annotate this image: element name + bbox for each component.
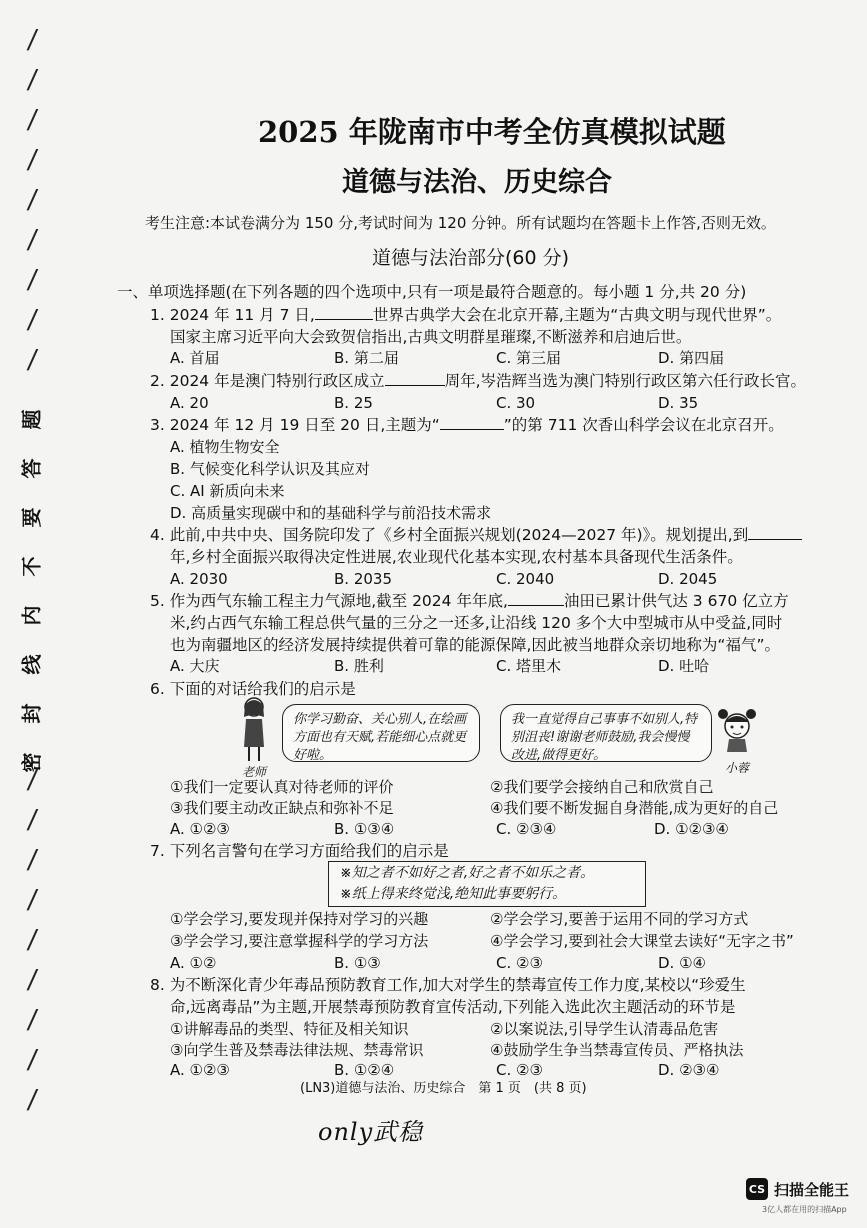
option: B. 25 [334, 394, 373, 412]
question-4-line2: 年,乡村全面振兴取得决定性进展,农业现代化基本实现,农村基本具备现代生活条件。 [170, 548, 743, 566]
option: A. 首届 [170, 349, 220, 367]
option: D. 35 [658, 394, 699, 412]
option: C. 第三届 [496, 349, 562, 367]
statement: ②我们要学会接纳自己和欣赏自己 [490, 778, 714, 796]
statement: ③学会学习,要注意掌握科学的学习方法 [170, 932, 429, 950]
answer-blank [385, 371, 445, 386]
answer-blank [315, 305, 373, 320]
option: B. 胜利 [334, 657, 384, 675]
binding-margin [0, 0, 58, 1228]
watermark-tagline: 3亿人都在用的扫描App [762, 1205, 847, 1214]
question-1-line2: 国家主席习近平向大会致贺信指出,古典文明群星璀璨,不断滋养和启迪后世。 [170, 328, 692, 346]
option: A. 2030 [170, 570, 228, 588]
statement: ①学会学习,要发现并保持对学习的兴趣 [170, 910, 429, 928]
scanner-watermark [746, 1178, 849, 1200]
option: D. 第四届 [658, 349, 725, 367]
page-footer: (LN3)道德与法治、历史综合 第 1 页 (共 8 页) [300, 1081, 587, 1096]
option: B. ①③④ [334, 820, 395, 838]
exam-subtitle: 道德与法治、历史综合 [342, 167, 612, 198]
statement: ④鼓励学生争当禁毒宣传员、严格执法 [490, 1041, 744, 1059]
option: A. 20 [170, 394, 209, 412]
option: B. ①②④ [334, 1061, 395, 1079]
option: C. 30 [496, 394, 536, 412]
student-figure [717, 706, 757, 756]
option: D. ①④ [658, 954, 706, 972]
option: C. 塔里木 [496, 657, 562, 675]
question-6: 6. 下面的对话给我们的启示是 [150, 680, 356, 698]
quote-line: ※纸上得来终觉浅,绝知此事要躬行。 [340, 886, 567, 902]
answer-blank [748, 525, 802, 540]
option: C. ②③ [496, 954, 543, 972]
option: D. 高质量实现碳中和的基础科学与前沿技术需求 [170, 504, 492, 522]
answer-blank [440, 415, 504, 430]
cut-line-top: / / / / / / / / / [25, 25, 39, 375]
student-speech-bubble: 我一直觉得自己事事不如别人,特别沮丧!谢谢老师鼓励,我会慢慢改进,做得更好。 [500, 704, 712, 762]
quote-line: ※知之者不如好之者,好之者不如乐之者。 [340, 865, 595, 881]
statement: ④我们要不断发掘自身潜能,成为更好的自己 [490, 799, 779, 817]
camscanner-logo-icon: CS [746, 1178, 768, 1200]
teacher-speech-bubble: 你学习勤奋、关心别人,在绘画方面也有天赋,若能细心点就更好啦。 [282, 704, 480, 762]
option: D. 2045 [658, 570, 718, 588]
option: C. 2040 [496, 570, 555, 588]
statement: ④学会学习,要到社会大课堂去读好“无字之书” [490, 932, 794, 950]
option: C. ②③④ [496, 820, 557, 838]
option: B. 第二届 [334, 349, 399, 367]
statement: ③我们要主动改正缺点和弥补不足 [170, 799, 394, 817]
option: B. 2035 [334, 570, 393, 588]
handwritten-signature: only武稳 [318, 1118, 424, 1146]
option: C. AI 新质向未来 [170, 482, 285, 500]
option: A. 大庆 [170, 657, 220, 675]
statement: ③向学生普及禁毒法律法规、禁毒常识 [170, 1041, 424, 1059]
watermark-app-name: 扫描全能王 [774, 1180, 850, 1199]
part-heading: 一、单项选择题(在下列各题的四个选项中,只有一项是最符合题意的。每小题 1 分,共 20 分) [117, 283, 747, 301]
question-7: 7. 下列名言警句在学习方面给我们的启示是 [150, 842, 449, 860]
option: B. ①③ [334, 954, 381, 972]
statement: ①我们一定要认真对待老师的评价 [170, 778, 394, 796]
option: A. ①② [170, 954, 217, 972]
teacher-label: 老师 [242, 765, 267, 779]
option: A. ①②③ [170, 820, 230, 838]
exam-title: 2025 年陇南市中考全仿真模拟试题 [258, 115, 726, 149]
question-5-line3: 也为南疆地区的经济发展持续提供着可靠的能源保障,因此被当地群众亲切地称为“福气”。 [170, 636, 780, 654]
question-5-line2: 米,约占西气东输工程总供气量的三分之一还多,让沿线 120 多个大中型城市从中受益,同时 [170, 614, 783, 632]
statement: ②学会学习,要善于运用不同的学习方式 [490, 910, 749, 928]
option: D. 吐哈 [658, 657, 710, 675]
statement: ②以案说法,引导学生认清毒品危害 [490, 1020, 719, 1038]
cut-line-bottom: / / / / / / / / / [25, 765, 39, 1115]
question-3: 3. 2024 年 12 月 19 日至 20 日,主题为“ ”的第 711 次香山科学会议在北京召开。 [150, 416, 784, 434]
question-4: 4. 此前,中共中央、国务院印发了《乡村全面振兴规划(2024—2027 年)》。规划提出,到 [150, 525, 802, 545]
seal-warning: 题 答 要 不 内 线 封 密 [19, 409, 44, 773]
option: A. 植物生物安全 [170, 438, 280, 456]
student-label: 小蓉 [725, 761, 750, 775]
statement: ①讲解毒品的类型、特征及相关知识 [170, 1020, 409, 1038]
option: B. 气候变化科学认识及其应对 [170, 460, 370, 478]
answer-blank [508, 591, 564, 606]
exam-notice: 考生注意:本试卷满分为 150 分,考试时间为 120 分钟。所有试题均在答题卡上作答,否则无效。 [145, 214, 776, 232]
option: A. ①②③ [170, 1061, 230, 1079]
option: C. ②③ [496, 1061, 543, 1079]
question-5: 5. 作为西气东输工程主力气源地,截至 2024 年年底, 油田已累计供气达 3 670 亿立方 [150, 592, 789, 610]
option: D. ②③④ [658, 1061, 720, 1079]
question-8: 8. 为不断深化青少年毒品预防教育工作,加大对学生的禁毒宣传工作力度,某校以“珍爱生 [150, 976, 746, 994]
section-heading: 道德与法治部分(60 分) [372, 247, 570, 269]
teacher-figure [236, 695, 276, 763]
option: D. ①②③④ [654, 820, 729, 838]
question-8-line2: 命,远离毒品”为主题,开展禁毒预防教育宣传活动,下列能入选此次主题活动的环节是 [170, 998, 736, 1016]
question-2: 2. 2024 年是澳门特别行政区成立 周年,岑浩辉当选为澳门特别行政区第六任行政长官。 [150, 372, 807, 390]
question-1: 1. 2024 年 11 月 7 日, 世界古典学大会在北京开幕,主题为“古典文明与现代世界”。 [150, 306, 782, 324]
